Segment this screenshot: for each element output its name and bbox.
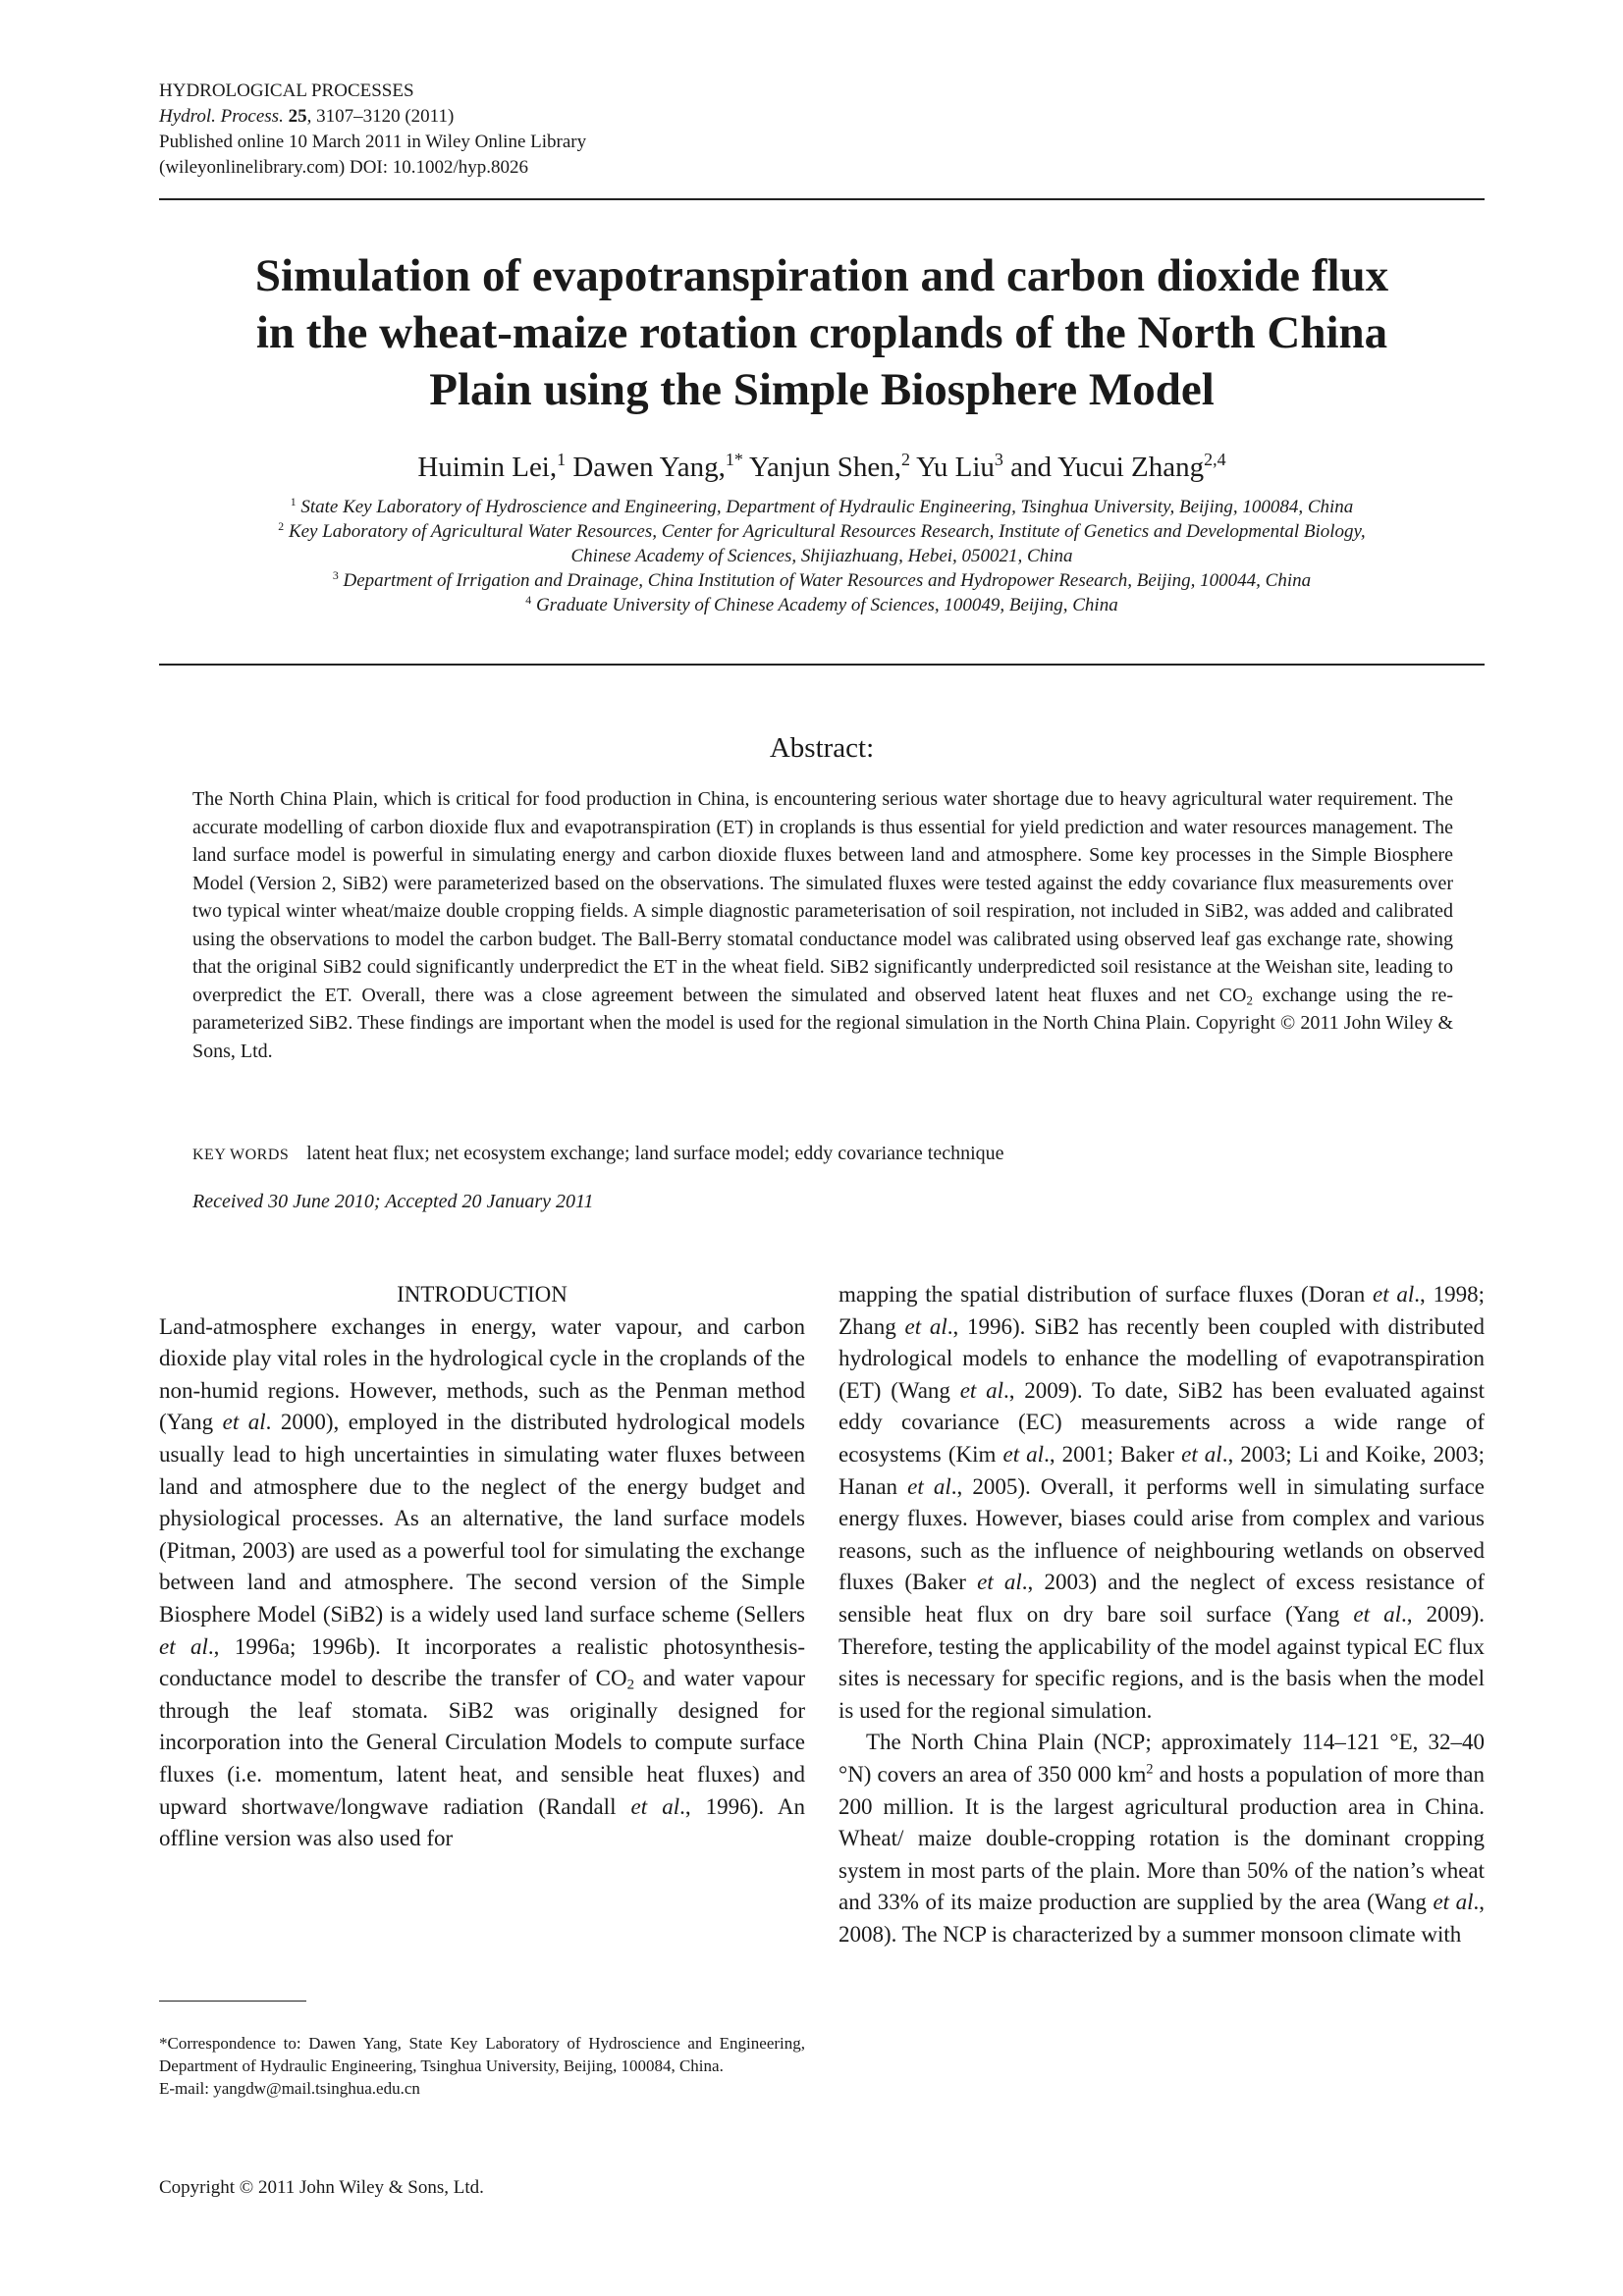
paper-title: Simulation of evapotranspiration and carbon dioxide flux in the wheat-maize rotation croplands of the North China Plain using the Simple Biosphere Model	[254, 250, 1389, 415]
author: Yu Liu$^3$	[916, 450, 1003, 483]
page-copyright: Copyright © 2011 John Wiley & Sons, Ltd.	[159, 2177, 484, 2198]
author: Huimin Lei,$^1$	[417, 450, 567, 483]
journal-header	[159, 79, 586, 181]
ncp-paragraph: The North China Plain (NCP; approximately 114–121 °E, 32–40 °N) covers an area of 350 000 $km^2$ and hosts a population of more than 200 million. It is the largest agricultural production area in China. Wheat/ maize double-cropping rotation is the dominant cropping system in most parts of the plain. More than 50% of the nation’s wheat and 33% of its maize production are supplied by the area (Wang et al., 2008). The NCP is characterized by a summer monsoon climate with	[839, 1730, 1485, 1947]
affiliation: $^3$ Department of Irrigation and Drainage, China Institution of Water Resources and Hydropower Research, Beijing, 100044, China	[332, 568, 1312, 591]
right-column	[839, 1279, 1485, 1950]
affiliation-rule	[159, 664, 1485, 666]
author: and Yucui Zhang$^{2,4}$	[1010, 450, 1226, 483]
affiliations	[159, 495, 1485, 617]
section-heading-introduction: INTRODUCTION	[397, 1282, 568, 1307]
affiliation: $^2$ Key Laboratory of Agricultural Water Resources, Center for Agricultural Resources Research, Institute of Genetics and Developmental Biology,	[278, 519, 1366, 542]
published-line: Published online 10 March 2011 in Wiley Online Library	[159, 132, 587, 152]
received-dates: Received 30 June 2010; Accepted 20 January 2011	[192, 1191, 594, 1212]
correspondence-footnote: *Correspondence to: Dawen Yang, State Key Laboratory of Hydroscience and Engineering, Department of Hydraulic Engineering, Tsinghua University, Beijing, 100084, China. E-mail: yangdw@mail.tsinghua.edu.cn	[159, 2034, 805, 2098]
abstract-body: The North China Plain, which is critical for food production in China, is encountering serious water shortage due to heavy agricultural water requirement. The accurate modelling of carbon dioxide flux and evapotranspiration (ET) in croplands is thus essential for yield prediction and water resources management. The land surface model is powerful in simulating energy and carbon dioxide fluxes between land and atmosphere. Some key processes in the Simple Biosphere Model (Version 2, SiB2) were parameterized based on the observations. The simulated fluxes were tested against the eddy covariance flux measurements over two typical winter wheat/maize double cropping fields. A simple diagnostic parameterisation of soil respiration, not included in SiB2, was added and calibrated using the observations to model the carbon budget. The Ball-Berry stomatal conductance model was calibrated using observed leaf gas exchange rate, showing that the original SiB2 could significantly underpredict the ET in the wheat field. SiB2 significantly underpredicted soil resistance at the Weishan site, leading to overpredict the ET. Overall, there was a close agreement between the simulated and observed latent heat fluxes and net $CO_2$ exchange using the re-parameterized SiB2. These findings are important when the model is used for the regional simulation in the North China Plain. Copyright © 2011 John Wiley & Sons, Ltd.	[192, 788, 1453, 1062]
affiliation: $^4$ Graduate University of Chinese Academy of Sciences, 100049, Beijing, China	[525, 593, 1118, 615]
doi-line: (wileyonlinelibrary.com) DOI: 10.1002/hyp.8026	[159, 157, 529, 178]
keywords-text: latent heat flux; net ecosystem exchange; land surface model; eddy covariance technique	[306, 1143, 1004, 1164]
abstract-heading: Abstract:	[769, 732, 875, 764]
keywords	[192, 1143, 1453, 1165]
affiliation: Chinese Academy of Sciences, Shijiazhuang, Hebei, 050021, China	[570, 546, 1073, 566]
author-list	[159, 452, 1485, 484]
journal-name: HYDROLOGICAL PROCESSES	[159, 80, 414, 101]
author: Dawen Yang,$^{1*}$	[572, 450, 743, 483]
affiliation: $^1$ State Key Laboratory of Hydroscience and Engineering, Department of Hydraulic Engineering, Tsinghua University, Beijing, 100084, China	[290, 495, 1354, 517]
keywords-label: KEY WORDS	[192, 1147, 290, 1163]
footnote-rule	[159, 2001, 306, 2002]
left-column	[159, 1279, 805, 1855]
intro-paragraph: Land-atmosphere exchanges in energy, water vapour, and carbon dioxide play vital roles in the hydrological cycle in the croplands of the non-humid regions. However, methods, such as the Penman method (Yang et al. 2000), employed in the distributed hydrological models usually lead to high uncertainties in simulating water fluxes between land and atmosphere due to the neglect of the energy budget and physiological processes. As an alternative, the land surface models (Pitman, 2003) are used as a powerful tool for simulating the exchange between land and atmosphere. The second version of the Simple Biosphere Model (SiB2) is a widely used land surface scheme (Sellers et al., 1996a; 1996b). It incorporates a realistic photosynthesis-conductance model to describe the transfer of $CO_2$ and water vapour through the leaf stomata. SiB2 was originally designed for incorporation into the General Circulation Models to compute surface fluxes (i.e. momentum, latent heat, and sensible heat fluxes) and upward shortwave/longwave radiation (Randall et al., 1996). An offline version was also used for	[159, 1313, 805, 1851]
header-rule	[159, 198, 1485, 200]
author: Yanjun Shen,$^2$	[748, 450, 910, 483]
journal-citation: Hydrol. Process. 25, 3107–3120 (2011)	[159, 106, 455, 127]
intro-paragraph-continued: mapping the spatial distribution of surface fluxes (Doran et al., 1998; Zhang et al., 1996). SiB2 has recently been coupled with distributed hydrological models to enhance the modelling of evapotranspiration (ET) (Wang et al., 2009). To date, SiB2 has been evaluated against eddy covariance (EC) measurements across a wide range of ecosystems (Kim et al., 2001; Baker et al., 2003; Li and Koike, 2003; Hanan et al., 2005). Overall, it performs well in simulating surface energy fluxes. However, biases could arise from complex and various reasons, such as the influence of neighbouring wetlands on observed fluxes (Baker et al., 2003) and the neglect of excess resistance of sensible heat flux on dry bare soil surface (Yang et al., 2009). Therefore, testing the applicability of the model against typical EC flux sites is necessary for specific regions, and is the basis when the model is used for the regional simulation.	[839, 1282, 1485, 1723]
correspondence-email: E-mail: yangdw@mail.tsinghua.edu.cn	[159, 2079, 420, 2098]
